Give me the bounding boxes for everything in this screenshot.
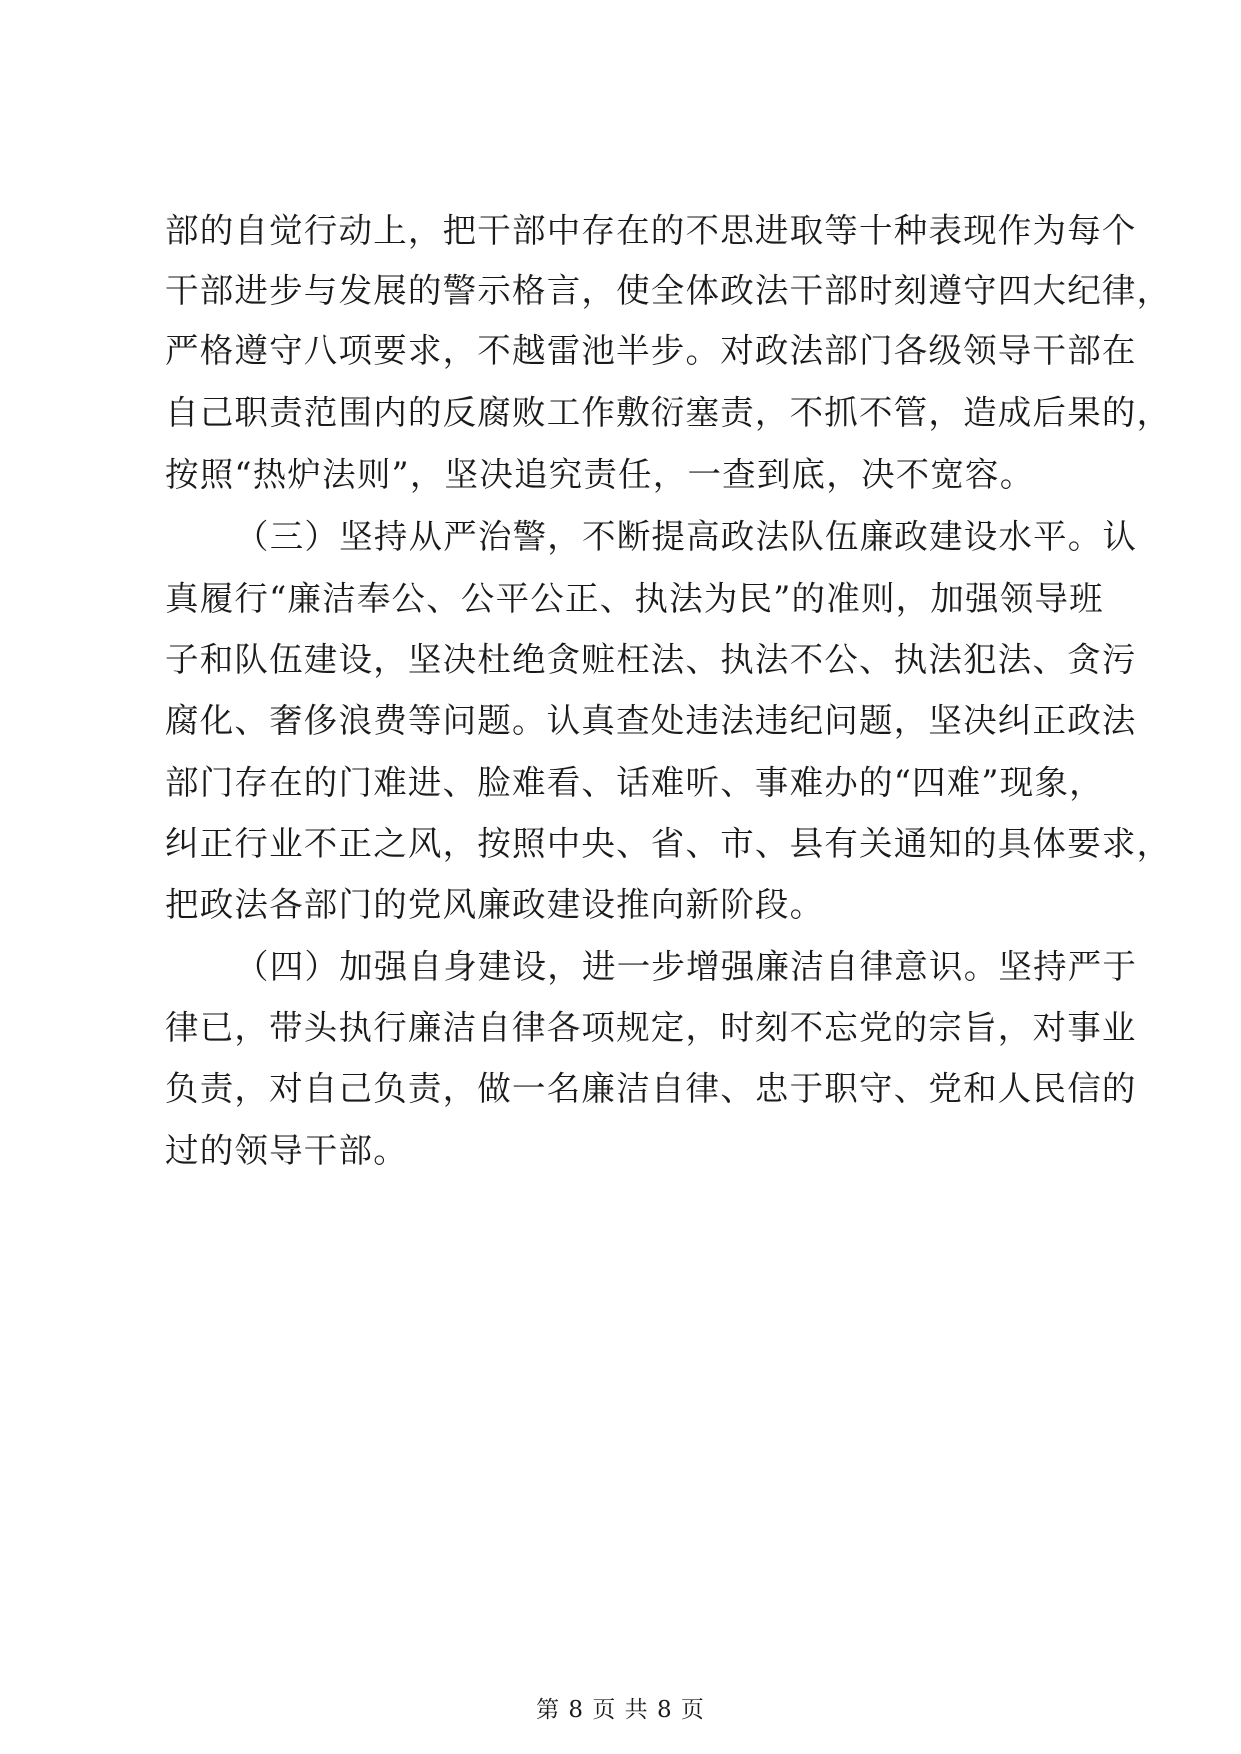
- body-line: 严格遵守八项要求，不越雷池半步。对政法部门各级领导干部在: [165, 331, 1137, 370]
- body-line: 把政法各部门的党风廉政建设推向新阶段。: [165, 885, 825, 924]
- body-line: 真履行“廉洁奉公、公平公正、执法为民”的准则，加强领导班: [165, 579, 1104, 618]
- body-line: 部的自觉行动上，把干部中存在的不思进取等十种表现作为每个: [165, 211, 1137, 250]
- body-line: 按照“热炉法则”，坚决追究责任，一查到底，决不宽容。: [165, 455, 1035, 494]
- page-number-footer: 第 8 页 共 8 页: [536, 1697, 705, 1723]
- body-line: 负责，对自己负责，做一名廉洁自律、忠于职守、党和人民信的: [165, 1069, 1137, 1108]
- body-line: 干部进步与发展的警示格言，使全体政法干部时刻遵守四大纪律，: [165, 271, 1172, 310]
- body-line: 过的领导干部。: [165, 1131, 408, 1170]
- section-three-heading-line: （三）坚持从严治警，不断提高政法队伍廉政建设水平。认: [235, 517, 1138, 556]
- body-line: 部门存在的门难进、脸难看、话难听、事难办的“四难”现象，: [165, 763, 1104, 802]
- body-line: 子和队伍建设，坚决杜绝贪赃枉法、执法不公、执法犯法、贪污: [165, 640, 1137, 679]
- body-line: 律已，带头执行廉洁自律各项规定，时刻不忘党的宗旨，对事业: [165, 1008, 1137, 1047]
- body-line: 纠正行业不正之风，按照中央、省、市、县有关通知的具体要求，: [165, 824, 1172, 863]
- body-line: 腐化、奢侈浪费等问题。认真查处违法违纪问题，坚决纠正政法: [165, 701, 1137, 740]
- section-four-heading-line: （四）加强自身建设，进一步增强廉洁自律意识。坚持严于: [235, 947, 1138, 986]
- body-line: 自己职责范围内的反腐败工作敷衍塞责，不抓不管，造成后果的，: [165, 393, 1172, 432]
